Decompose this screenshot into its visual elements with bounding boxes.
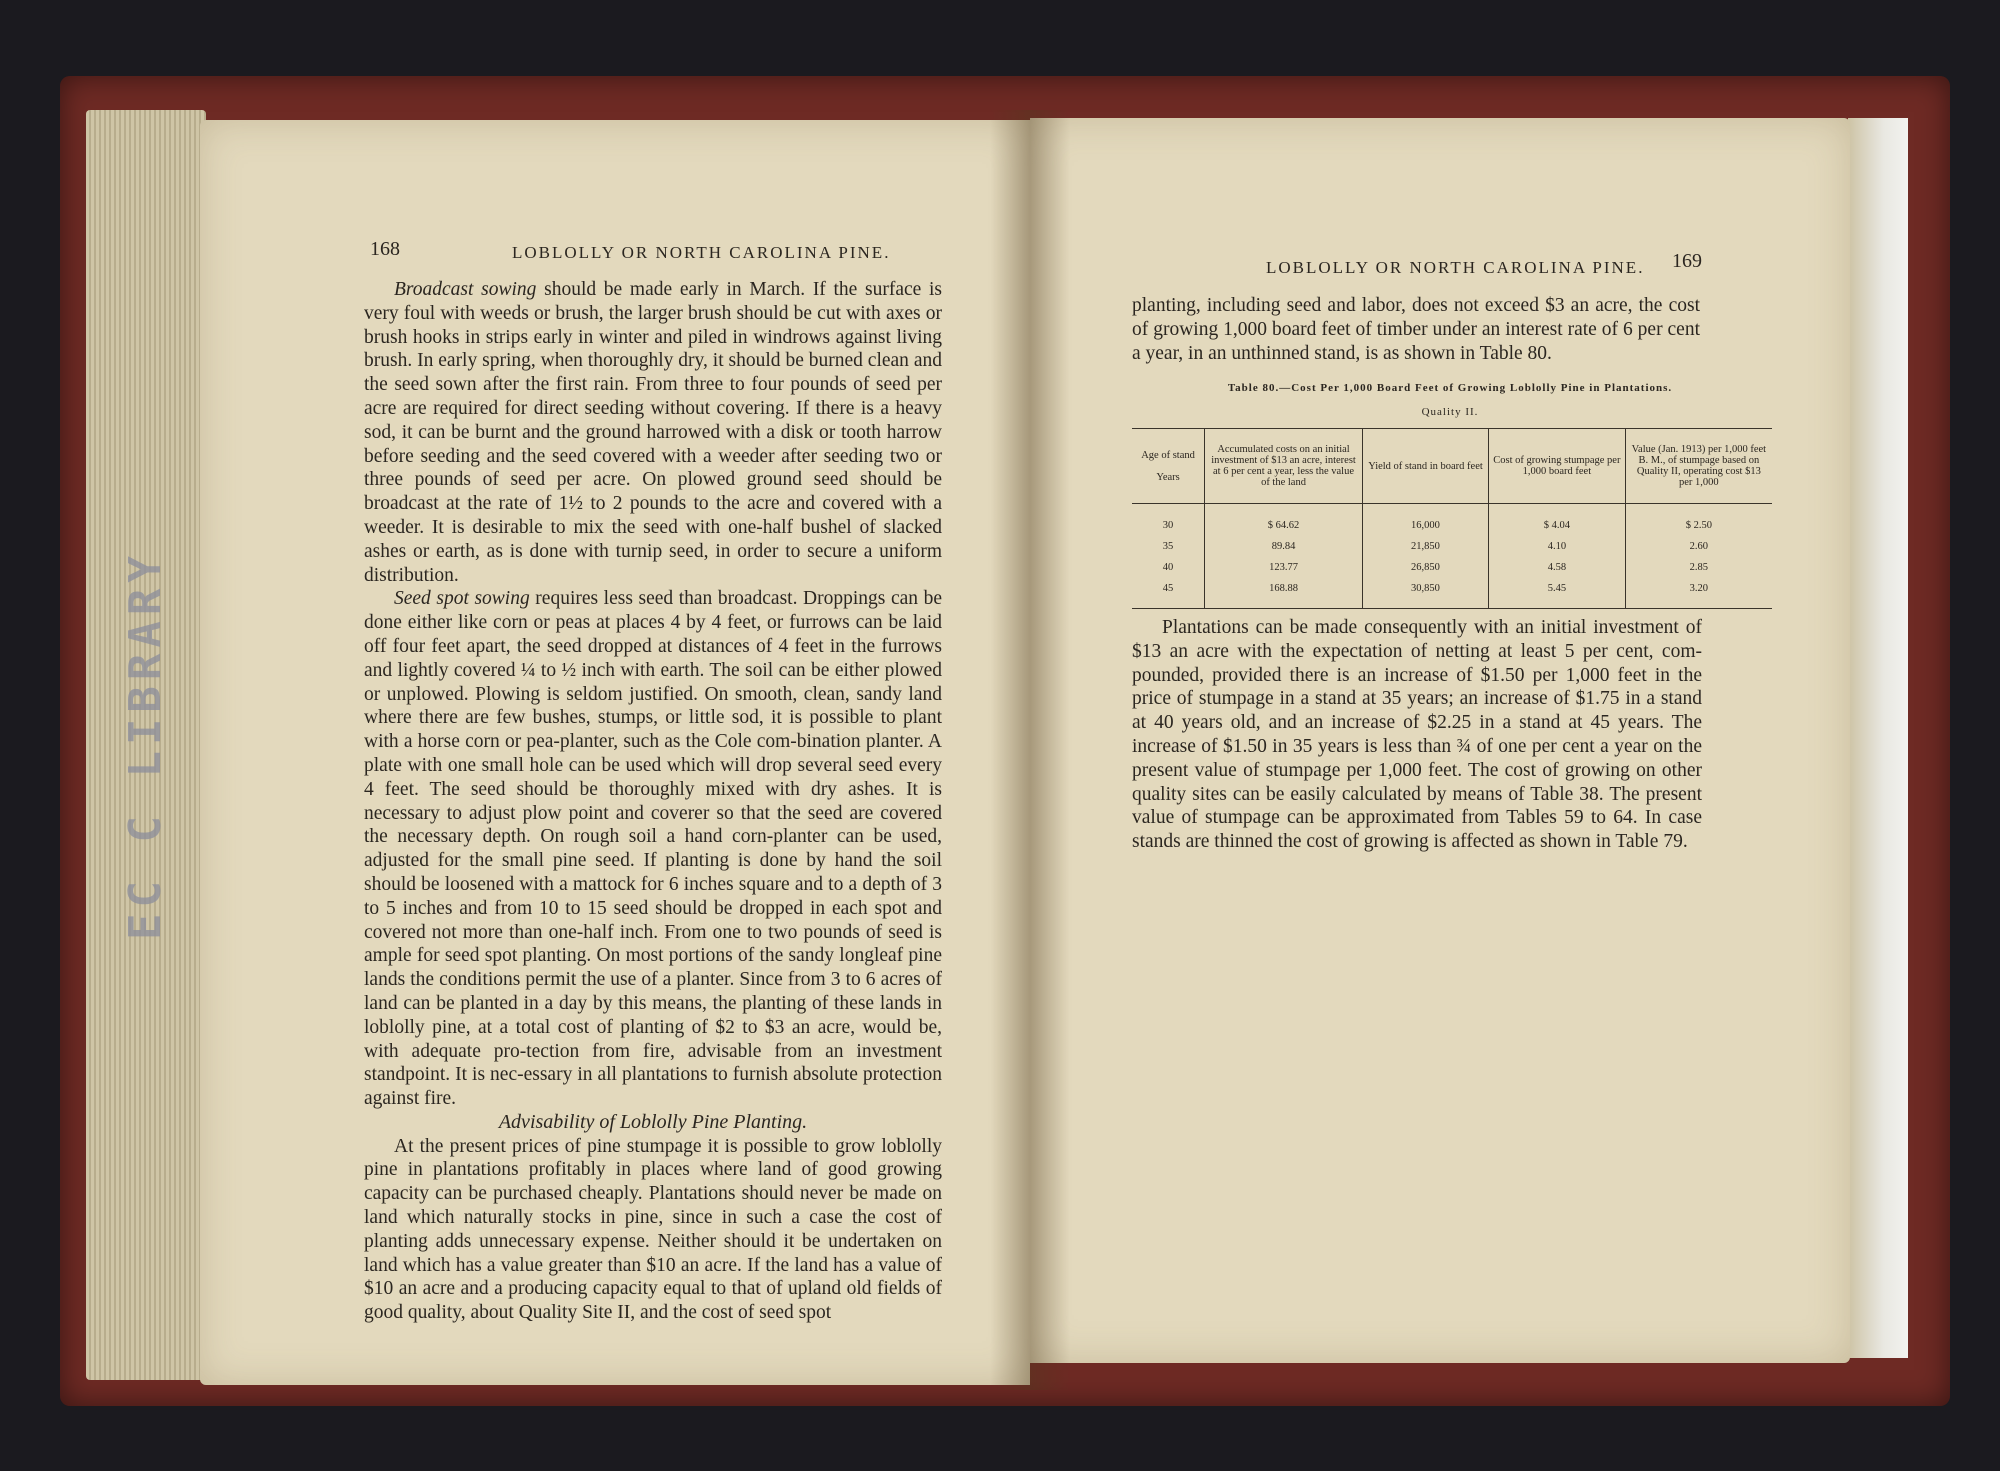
section-heading: Advisability of Loblolly Pine Planting. [498,1110,808,1133]
cell-cost: $ 4.04 [1489,504,1626,540]
table-subtitle: Quality II. [1421,406,1479,418]
cell-age: 45 [1132,581,1205,609]
cell-accumulated: $ 64.62 [1205,504,1363,540]
right-intro-text [1132,294,1700,365]
text-seed-spot-sowing: requires less seed than broadcast. Droppings can be done either like corn or peas at places 4 by 4 feet, or furrows can be laid off four feet apart, the seed dropped at distances of 4 feet in the furrows and lightly covered ¼ to ½ inch with earth. The soil can be either plowed or unplowed. Plowing is seldom justified. On smooth, clean, sandy land where there are few bushes, stumps, or little sod, it is possible to plant with a horse corn or pea-planter, such as the Cole com-bination planter. A plate with one small hole can be used which will drop several seed every 4 feet. The seed should be thoroughly mixed with dry ashes. It is necessary to adjust plow point and coverer so that the seed are covered the necessary depth. On rough soil a hand corn-planter can be used, adjusted for the small pine seed. If planting is done by hand the soil should be loosened with a mattock for 6 inches square and to a depth of 3 to 5 inches and from 10 to 15 seed should be dropped in each spot and covered not more than one-half inch. From one to two pounds of seed is ample for seed spot planting. On most portions of the sandy longleaf pine lands the conditions permit the use of a planter. Since from 3 to 6 acres of land can be planted in a day by this means, the planting of these lands in loblolly pine, at a total cost of planting of $2 to $3 an acre, would be, with adequate pro-tection from fire, advisable from an investment standpoint. It is nec-essary in all plantations to furnish absolute protection against fire. [364,588,942,1110]
cell-value: 2.85 [1625,560,1772,581]
left-running-head: LOBLOLLY OR NORTH CAROLINA PINE. [512,243,891,262]
cell-cost: 4.10 [1489,539,1626,560]
cell-cost: 4.58 [1489,560,1626,581]
cell-value: 3.20 [1625,581,1772,609]
cell-cost: 5.45 [1489,581,1626,609]
cell-yield: 21,850 [1362,539,1488,560]
cell-yield: 30,850 [1362,581,1488,609]
header-age: Age of stand Years [1132,429,1205,504]
left-body-text [364,278,942,1325]
table-row [1132,539,1772,560]
cost-table [1132,428,1772,609]
table-header-row [1132,429,1772,504]
header-value: Value (Jan. 1913) per 1,000 feet B. M., of stumpage based on Quality II, operating cost $13 per 1,000 [1625,429,1772,504]
paragraph-seed-spot-sowing [364,587,942,1111]
library-stamp: EC C LIBRARY [120,550,171,940]
lead-seed-spot-sowing: Seed spot sowing [394,588,530,610]
table-row [1132,504,1772,540]
table-row [1132,581,1772,609]
page-edges-right [1848,118,1908,1358]
right-page-number: 169 [1672,250,1702,272]
paragraph-cost-intro: planting, including seed and labor, does not exceed $3 an acre, the cost of growing 1,000 board feet of timber under an interest rate of 6 per cent a year, in an unthinned stand, is as shown in Table 80. [1132,295,1700,364]
book-gutter [990,110,1070,1390]
cell-age: 35 [1162,541,1174,552]
header-yield: Yield of stand in board feet [1362,429,1488,504]
cell-accumulated: 89.84 [1205,539,1363,560]
cell-yield: 26,850 [1362,560,1488,581]
header-accumulated-costs: Accumulated costs on an initial investment of $13 an acre, interest at 6 per cent a year, less the value of the land [1205,429,1363,504]
left-page-number: 168 [370,238,400,260]
cell-yield: 16,000 [1362,504,1488,540]
right-running-head: LOBLOLLY OR NORTH CAROLINA PINE. [1266,258,1645,277]
cell-accumulated: 123.77 [1205,560,1363,581]
lead-broadcast-sowing: Broadcast sowing [394,279,537,300]
table-row [1132,560,1772,581]
text-broadcast-sowing: should be made early in March. If the surface is very foul with weeds or brush, the larger brush should be cut with axes or brush hooks in strips early in winter and piled in windrows against living brush. In early spring, when thoroughly dry, it should be burned clean and the seed sown after the first rain. From three to four pounds of seed per acre are required for direct seeding without covering. If there is a heavy sod, it can be burnt and the ground harrowed with a disk or tooth harrow before seeding and the seed covered with a weeder after seeding two or three pounds of seed per acre. On plowed ground seed should be broadcast at the rate of 1½ to 2 pounds to the acre and covered with a weeder. It is desirable to mix the seed with one-half bushel of slacked ashes or earth, as is done with turnip seed, in order to secure a uniform distribution. [364,279,943,586]
header-cost-growing: Cost of growing stumpage per 1,000 board feet [1489,429,1626,504]
table-title: Table 80.—Cost Per 1,000 Board Feet of Growing Loblolly Pine in Plantations. [1227,382,1673,394]
cell-age: 30 [1162,520,1174,531]
cell-value: 2.60 [1625,539,1772,560]
paragraph-advisability: At the present prices of pine stumpage it is possible to grow loblolly pine in plantations profitably in places where land of good growing capacity can be purchased cheaply. Plantations should never be made on land which naturally stocks in pine, since in such a case the cost of planting adds unnecessary expense. Neither should it be undertaken on land which has a value greater than $10 an acre. If the land has a value of $10 an acre and a producing capacity equal to that of upland old fields of good quality, about Quality Site II, and the cost of seed spot [364,1135,942,1324]
cell-accumulated: 168.88 [1205,581,1363,609]
right-body-text [1132,616,1702,854]
cell-value: $ 2.50 [1625,504,1772,540]
paragraph-plantations: Plantations can be made consequently with an initial investment of $13 an acre with the expectation of netting at least 5 per cent, com-pounded, provided there is an increase of $1.50 per 1,000 feet in the price of stumpage in a stand at 35 years; an increase of $1.75 in a stand at 40 years old, and an increase of $2.25 in a stand at 45 years. The increase of $1.50 in 35 years is less than ¾ of one per cent a year on the present value of stumpage per 1,000 feet. The cost of growing on other quality sites can be easily calculated by means of Table 38. The present value of stumpage can be approximated from Tables 59 to 64. In case stands are thinned the cost of growing is affected as shown in Table 79. [1132,617,1702,853]
paragraph-broadcast-sowing [364,278,942,587]
cell-age: 40 [1162,562,1174,573]
